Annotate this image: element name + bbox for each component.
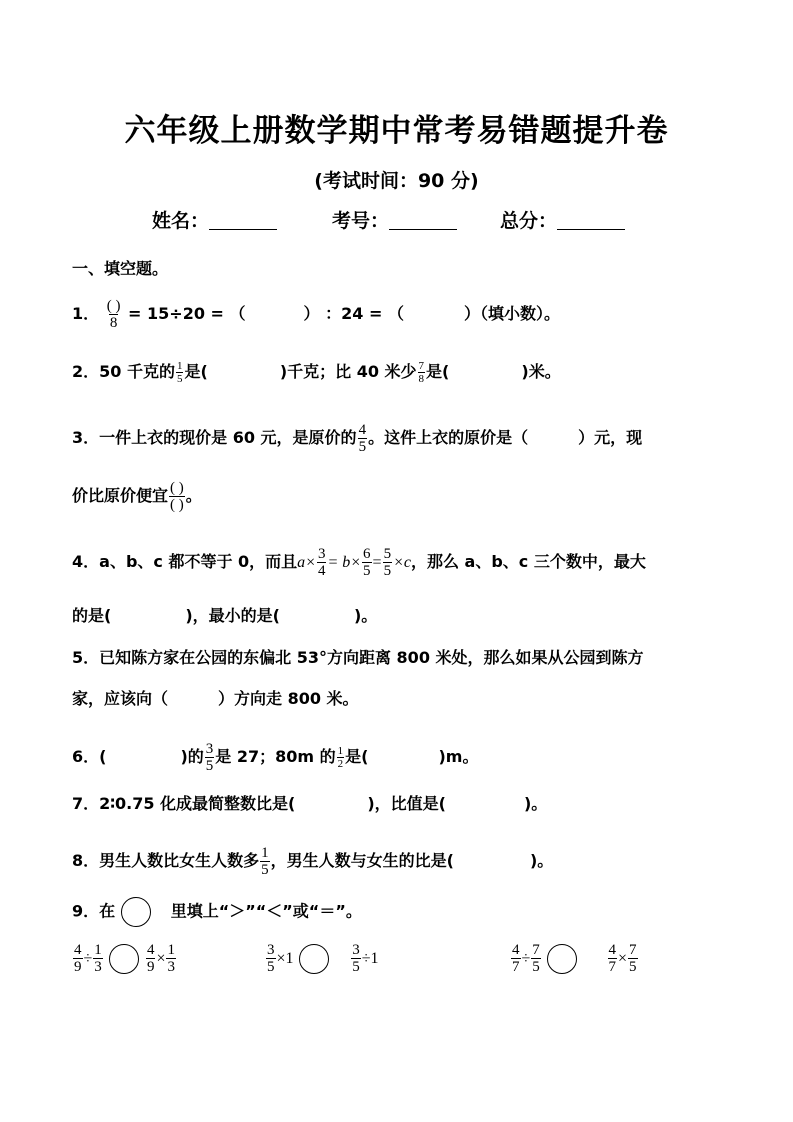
fraction: $\frac{4}{7}$	[512, 942, 520, 975]
compare-circle[interactable]	[299, 944, 329, 974]
question-6: 6．( )的 $\frac{3}{5}$ 是 27；80m 的 $\frac{1}{2}$ 是( )m。	[72, 741, 479, 774]
question-7: 7．2∶0.75 化成最简整数比是( )，比值是( )。	[72, 794, 548, 813]
question-4: 4．a、b、c 都不等于 0，而且a× $\frac{3}{4}$ = b× $\frac{6}{5}$ = $\frac{5}{5}$ ×c，那么 a、b、c 三个数中，最大	[72, 546, 646, 579]
fraction: $\frac{1}{5}$	[261, 845, 269, 878]
number-label: 考号：	[332, 210, 390, 232]
question-1: 1． $\frac{( )}{8}$ = 15÷20 = （ ） ：24 = （ ）（填小数）。	[72, 298, 560, 331]
question-5: 5．已知陈方家在公园的东偏北 53°方向距离 800 米处，那么如果从公园到陈方	[72, 648, 644, 667]
fraction: $\frac{3}{5}$	[205, 741, 214, 774]
fraction: $\frac{3}{4}$	[317, 546, 326, 579]
question-8: 8．男生人数比女生人数多 $\frac{1}{5}$ ，男生人数与女生的比是( )。	[72, 845, 554, 878]
number-field[interactable]	[332, 206, 457, 233]
compare-circle[interactable]	[109, 944, 139, 974]
score-field[interactable]	[500, 206, 625, 233]
question-2: 2．50 千克的 $\frac{1}{5}$ 是( )千克；比 40 米少 $\frac{7}{8}$ 是( )米。	[72, 360, 561, 385]
question-3-line2: 价比原价便宜 $\frac{( )}{( )}$ 。	[72, 480, 202, 513]
fraction: $\frac{7}{8}$	[418, 360, 425, 385]
compare-circle[interactable]	[547, 944, 577, 974]
fraction: $\frac{1}{2}$	[337, 745, 344, 770]
fraction: $\frac{1}{3}$	[167, 942, 175, 975]
fraction: $\frac{1}{3}$	[94, 942, 102, 975]
compare-item-3: $\frac{4}{7}$ ÷ $\frac{7}{5}$ $\frac{4}{7}$ × $\frac{7}{5}$	[512, 942, 637, 975]
question-3: 3．一件上衣的现价是 60 元，是原价的 $\frac{4}{5}$ 。这件上衣的原价是（ ）元，现	[72, 422, 643, 455]
exam-time: (考试时间：90 分)	[314, 170, 479, 192]
fraction: $\frac{4}{9}$	[146, 942, 155, 975]
fraction: $\frac{4}{9}$	[74, 942, 82, 975]
fraction: $\frac{7}{5}$	[629, 942, 637, 975]
page-title: 六年级上册数学期中常考易错题提升卷	[124, 113, 669, 149]
fraction: $\frac{( )}{8}$	[106, 298, 121, 331]
name-label: 姓名：	[152, 210, 210, 232]
fraction: $\frac{7}{5}$	[532, 942, 540, 975]
fraction: $\frac{5}{5}$	[383, 546, 392, 579]
fraction: $\frac{3}{5}$	[267, 942, 275, 975]
number-blank[interactable]	[389, 211, 457, 230]
fraction-blank[interactable]: $\frac{( )}{( )}$	[170, 480, 184, 513]
question-4-line2: 的是( )，最小的是( )。	[72, 606, 378, 625]
score-label: 总分：	[500, 210, 558, 232]
question-9: 9．在 里填上“＞”“＜”或“＝”。	[72, 897, 362, 927]
name-blank[interactable]	[209, 211, 277, 230]
compare-item-2: $\frac{3}{5}$ ×1 $\frac{3}{5}$ ÷1	[267, 942, 379, 975]
compare-item-1: $\frac{4}{9}$ ÷ $\frac{1}{3}$ $\frac{4}{9}$ × $\frac{1}{3}$	[74, 942, 175, 975]
question-5-line2: 家，应该向（ ）方向走 800 米。	[72, 689, 359, 708]
score-blank[interactable]	[557, 211, 625, 230]
fraction: $\frac{4}{5}$	[358, 422, 367, 455]
name-field[interactable]	[152, 206, 277, 233]
fraction: $\frac{1}{5}$	[176, 360, 183, 385]
fraction: $\frac{4}{7}$	[608, 942, 617, 975]
section-heading: 一、填空题。	[72, 259, 169, 278]
fraction: $\frac{6}{5}$	[363, 546, 371, 579]
compare-circle-example	[121, 897, 151, 927]
fraction: $\frac{3}{5}$	[352, 942, 360, 975]
